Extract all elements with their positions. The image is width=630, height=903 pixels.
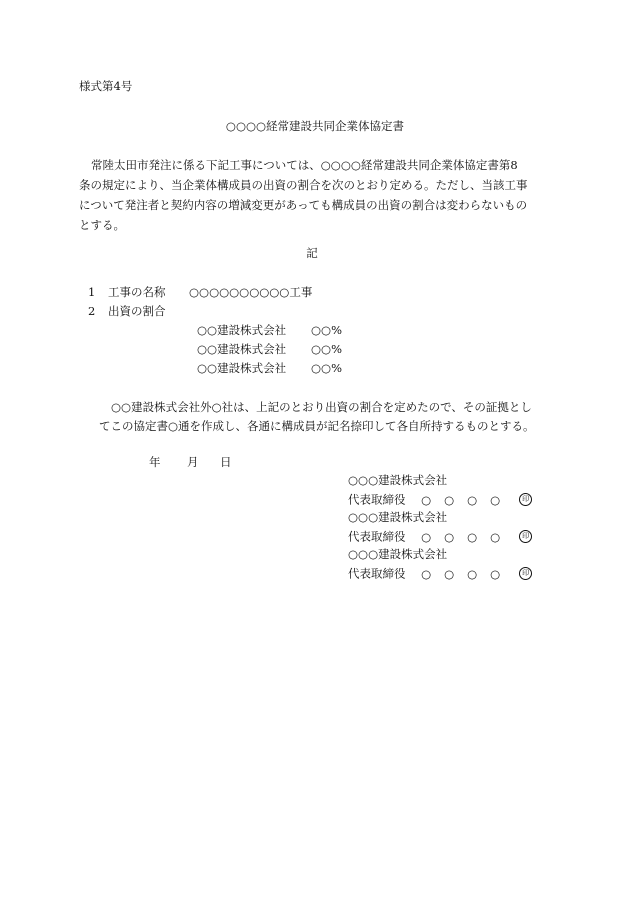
closing-paragraph [99, 398, 535, 436]
name-mark: ○ [467, 529, 478, 544]
date-month: 月 [187, 455, 199, 469]
document-title: ○○○○経常建設共同企業体協定書 [225, 119, 405, 133]
ki-heading: 記 [306, 246, 318, 260]
signatory-company: ○○○建設株式会社 [348, 510, 448, 524]
share-percent: ○○% [311, 342, 342, 356]
share-percent: ○○% [311, 361, 342, 375]
name-mark: ○ [421, 529, 432, 544]
date-year: 年 [149, 455, 161, 469]
share-company: ○○建設株式会社 [197, 342, 287, 356]
form-number: 様式第4号 [79, 79, 133, 93]
share-company: ○○建設株式会社 [197, 361, 287, 375]
item-label: 出資の割合 [108, 304, 166, 318]
date-day: 日 [220, 455, 232, 469]
signatory-company: ○○○建設株式会社 [348, 473, 448, 487]
representative-title: 代表取締役 [348, 529, 406, 544]
paragraph-line: について発注者と契約内容の増減変更があっても構成員の出資の割合は変わらないもの [79, 198, 528, 212]
paragraph-line: 条の規定により、当企業体構成員の出資の割合を次のとおり定める。ただし、当該工事 [79, 178, 528, 192]
name-mark: ○ [490, 492, 501, 507]
representative-title: 代表取締役 [348, 566, 406, 581]
name-mark: ○ [467, 566, 478, 581]
signatory-representative [348, 568, 532, 581]
share-company: ○○建設株式会社 [197, 323, 287, 337]
name-mark: ○ [444, 566, 455, 581]
share-percent: ○○% [311, 323, 342, 337]
agreement-paragraph [79, 155, 559, 235]
signatory-company: ○○○建設株式会社 [348, 547, 448, 561]
name-mark: ○ [421, 566, 432, 581]
representative-title: 代表取締役 [348, 492, 406, 507]
name-mark: ○ [444, 492, 455, 507]
name-mark: ○ [490, 566, 501, 581]
seal-mark: 印 [519, 493, 532, 506]
seal-mark: 印 [519, 567, 532, 580]
signatory-representative [348, 494, 532, 507]
paragraph-line: 常陸太田市発注に係る下記工事については、○○○○経常建設共同企業体協定書第8 [91, 158, 518, 172]
construction-name: ○○○○○○○○○○工事 [189, 285, 313, 299]
name-mark: ○ [444, 529, 455, 544]
name-mark: ○ [490, 529, 501, 544]
seal-mark: 印 [519, 530, 532, 543]
name-mark: ○ [421, 492, 432, 507]
signatory-representative [348, 531, 532, 544]
paragraph-line: てこの協定書○通を作成し、各通に構成員が記名捺印して各自所持するものとする。 [99, 419, 535, 433]
item-label: 工事の名称 [108, 285, 166, 299]
paragraph-line: とする。 [79, 218, 125, 232]
item-number: 2 [88, 304, 96, 318]
paragraph-line: ○○建設株式会社外○社は、上記のとおり出資の割合を定めたので、その証拠とし [111, 400, 532, 414]
item-number: 1 [88, 285, 96, 299]
name-mark: ○ [467, 492, 478, 507]
